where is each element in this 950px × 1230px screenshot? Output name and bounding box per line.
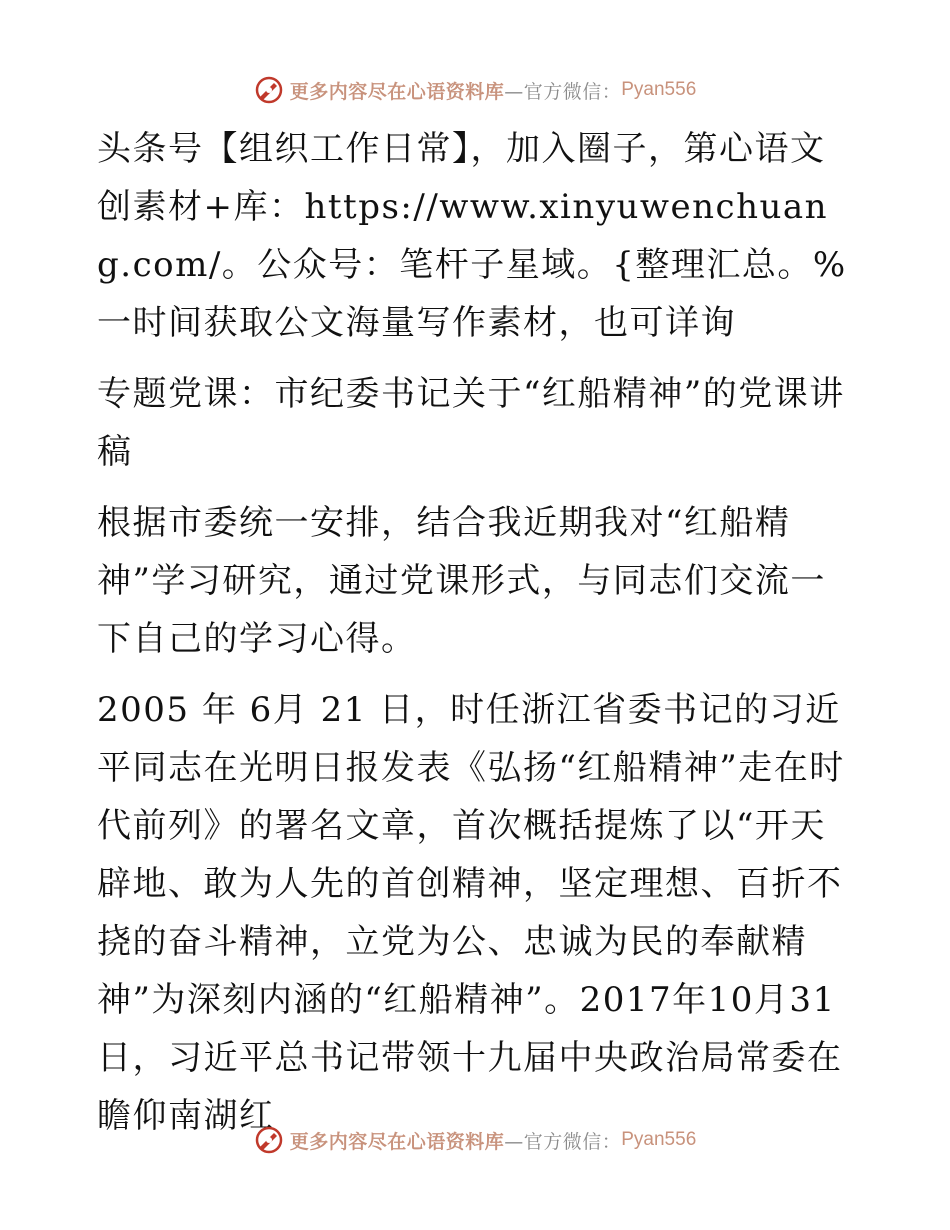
banner-wechat-id: Pyan556 [621, 79, 697, 100]
banner-main-text: 更多内容尽在心语资料库 [289, 1130, 505, 1153]
banner-sub-text: —官方微信： [504, 1130, 622, 1153]
logo-icon [254, 1125, 284, 1155]
document-body [97, 120, 857, 1145]
document-title: 专题党课：市纪委书记关于“红船精神”的党课讲稿 [97, 374, 845, 472]
footer-banner [0, 1120, 950, 1160]
banner-wechat-id: Pyan556 [621, 1129, 697, 1150]
banner-sub-text: —官方微信： [504, 80, 622, 103]
body-paragraph: 2005 年 6月 21 日，时任浙江省委书记的习近平同志在光明日报发表《弘扬“红船精神”走在时代前列》的署名文章，首次概括提炼了以“开天辟地、敢为人先的首创精神，坚定理想、百折不挠的奋斗精神，立党为公、忠诚为民的奉献精神”为深刻内涵的“红船精神”。2017年10月31日，习近平总书记带领十九届中央政治局常委在瞻仰南湖红 [97, 690, 845, 1136]
logo-icon [254, 75, 284, 105]
intro-paragraph: 头条号【组织工作日常】，加入圈子，第心语文创素材+库：https://www.xinyuwenchuang.com/。公众号：笔杆子星域。{整理汇总。%一时间获取公文海量写作素材，也可详询 [97, 129, 847, 343]
header-banner [0, 70, 950, 110]
opening-paragraph: 根据市委统一安排，结合我近期我对“红船精神”学习研究，通过党课形式，与同志们交流一下自己的学习心得。 [97, 503, 826, 659]
banner-main-text: 更多内容尽在心语资料库 [289, 80, 505, 103]
